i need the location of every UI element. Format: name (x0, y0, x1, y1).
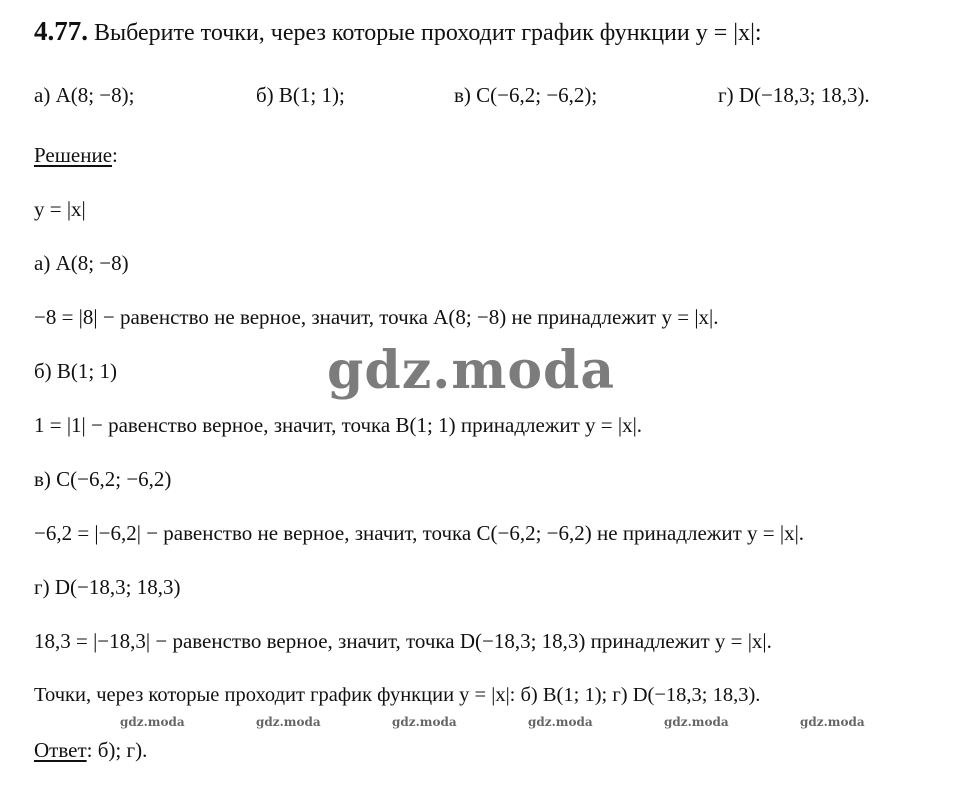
watermark-small: gdz.moda (664, 715, 729, 729)
option-d: г) D(−18,3; 18,3). (718, 83, 870, 107)
solution-line-point-c: в) C(−6,2; −6,2) (34, 467, 172, 491)
answer-value: : б); г). (86, 738, 148, 762)
solution-line-point-a: а) A(8; −8) (34, 251, 129, 275)
solution-heading-colon: : (112, 143, 118, 167)
solution-line-check-a: −8 = |8| − равенство не верное, значит, точка A(8; −8) не принадлежит y = |x|. (34, 305, 719, 329)
answer-label: Ответ (34, 738, 87, 762)
problem-statement (34, 18, 762, 46)
solution-line-function: y = |x| (34, 197, 86, 221)
watermark-small: gdz.moda (392, 715, 457, 729)
solution-line-point-b: б) B(1; 1) (34, 359, 118, 383)
option-b: б) B(1; 1); (256, 83, 345, 107)
watermark-logo: gdz.moda (327, 340, 616, 401)
option-c: в) C(−6,2; −6,2); (454, 83, 598, 107)
solution-heading-label: Решение (34, 143, 113, 167)
solution-line-point-d: г) D(−18,3; 18,3) (34, 575, 181, 599)
problem-text: Выберите точки, через которые проходит график функции y = |x|: (94, 20, 762, 46)
solution-heading (34, 142, 118, 168)
solution-line-check-b: 1 = |1| − равенство верное, значит, точка B(1; 1) принадлежит y = |x|. (34, 413, 643, 437)
answer (34, 737, 147, 763)
watermark-small: gdz.moda (256, 715, 321, 729)
watermark-small: gdz.moda (800, 715, 865, 729)
option-a: а) A(8; −8); (34, 83, 135, 107)
watermark-small: gdz.moda (120, 715, 185, 729)
solution-line-check-d: 18,3 = |−18,3| − равенство верное, значит, точка D(−18,3; 18,3) принадлежит y = |x|. (34, 629, 772, 653)
problem-number: 4.77. (34, 16, 88, 46)
solution-line-conclusion: Точки, через которые проходит график функции y = |x|: б) B(1; 1); г) D(−18,3; 18,3). (34, 684, 761, 706)
watermark-small: gdz.moda (528, 715, 593, 729)
solution-line-check-c: −6,2 = |−6,2| − равенство не верное, значит, точка C(−6,2; −6,2) не принадлежит y = |x|. (34, 521, 805, 545)
